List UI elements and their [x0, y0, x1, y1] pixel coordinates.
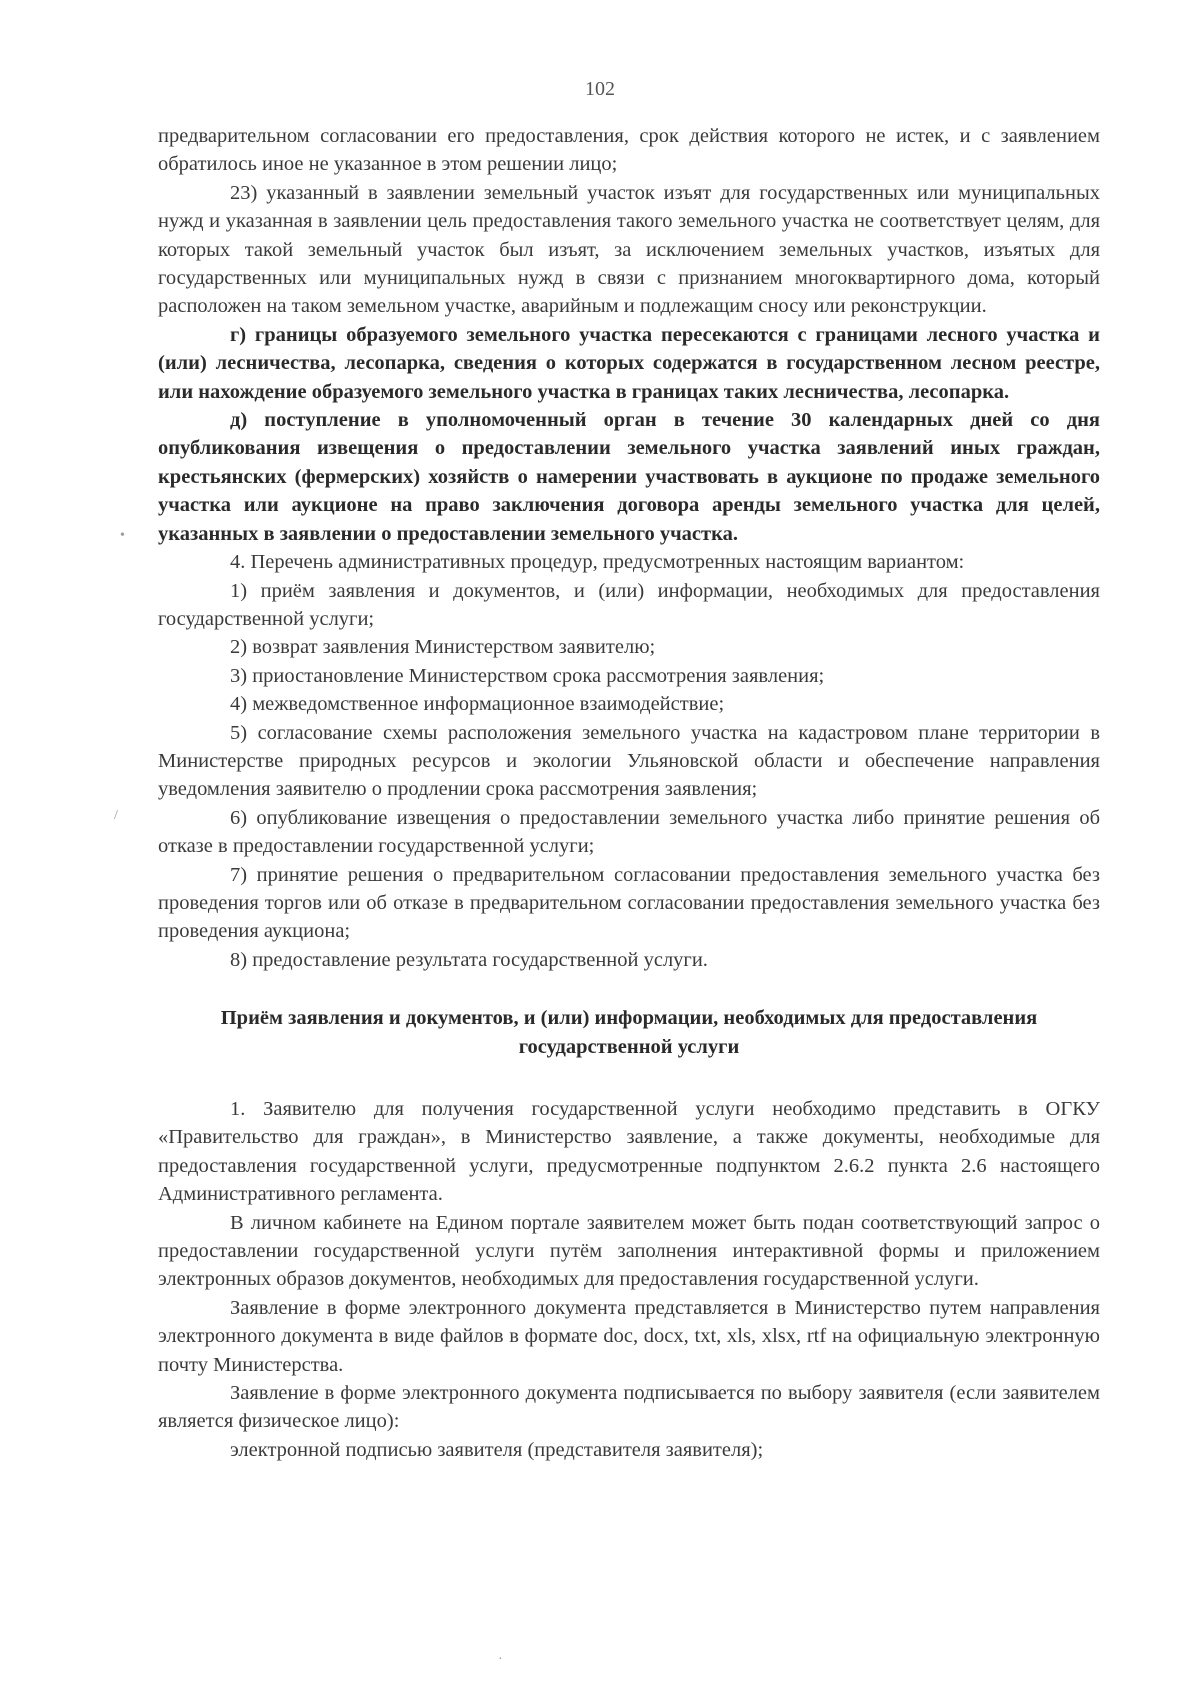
paragraph: 1. Заявителю для получения государственной услуги необходимо представить в ОГКУ «Правительство для граждан», в Министерство заявление, а также документы, необходимые для предоставления государственной услуги, предусмотренные подпунктом 2.6.2 пункта 2.6 настоящего Административного регламента. [158, 1098, 1100, 1206]
list-item: 7) принятие решения о предварительном согласовании предоставления земельного участка без проведения торгов или об отказе в предварительном согласовании предоставления земельного участка без проведения аукциона; [158, 863, 1100, 943]
list-item: 6) опубликование извещения о предоставлении земельного участка либо принятие решения об отказе в предоставлении государственной услуги; [158, 806, 1100, 858]
paragraph: В личном кабинете на Едином портале заявителем может быть подан соответствующий запрос о предоставлении государственной услуги путём заполнения интерактивной формы и приложением электронных образов документов, необходимых для предоставления государственной услуги. [158, 1211, 1100, 1291]
list-item: 3) приостановление Министерством срока рассмотрения заявления; [230, 664, 825, 687]
paragraph: электронной подписью заявителя (представителя заявителя); [230, 1438, 764, 1461]
bold-paragraph: г) границы образуемого земельного участка пересекаются с границами лесного участка и (или) лесничества, лесопарка, сведения о которых содержатся в государственном лесном реестре, или нахождение образуемого земельного участка в границах таких лесничества, лесопарка. [158, 323, 1100, 403]
paragraph: Заявление в форме электронного документа подписывается по выбору заявителя (если заявителем является физическое лицо): [158, 1382, 1100, 1433]
margin-dot-mark: • [120, 528, 125, 543]
list-item: 5) согласование схемы расположения земельного участка на кадастровом плане территории в Министерстве природных ресурсов и экологии Ульяновской области и обеспечение направления уведомления заявителю о продлении срока рассмотрения заявления; [158, 721, 1100, 801]
paragraph: 4. Перечень административных процедур, предусмотренных настоящим вариантом: [230, 551, 965, 574]
list-item: 1) приём заявления и документов, и (или) информации, необходимых для предоставления государственной услуги; [158, 579, 1100, 630]
bottom-dot-mark: · [498, 1652, 503, 1667]
list-item: 4) межведомственное информационное взаимодействие; [230, 693, 725, 716]
margin-tick-mark: / [114, 808, 118, 823]
paragraph: предварительном согласовании его предоставления, срок действия которого не истек, и с заявлением обратилось иное не указанное в этом решении лицо; [158, 125, 1100, 176]
paragraph: 23) указанный в заявлении земельный участок изъят для государственных или муниципальных нужд и указанная в заявлении цель предоставления такого земельного участка не соответствует целям, для которых такой земельный участок был изъят, за исключением земельных участков, изъятых для государственных или муниципальных нужд в связи с признанием многоквартирного дома, который расположен на таком земельном участке, аварийным и подлежащим сносу или реконструкции. [158, 181, 1100, 318]
page-number: 102 [585, 78, 615, 100]
bold-paragraph: д) поступление в уполномоченный орган в течение 30 календарных дней со дня опубликования извещения о предоставлении земельного участка заявлений иных граждан, крестьянских (фермерских) хозяйств о намерении участвовать в аукционе по продаже земельного участка или аукционе на право заключения договора аренды земельного участка для целей, указанных в заявлении о предоставлении земельного участка. [158, 409, 1100, 545]
list-item: 2) возврат заявления Министерством заявителю; [230, 636, 656, 659]
paragraph: Заявление в форме электронного документа представляется в Министерство путем направления электронного документа в виде файлов в формате doc, docx, txt, xls, xlsx, rtf на официальную электронную почту Министерства. [158, 1296, 1100, 1376]
section-heading: Приём заявления и документов, и (или) информации, необходимых для предоставления государственной услуги [220, 1007, 1038, 1058]
document-body [158, 122, 1100, 1464]
list-item: 8) предоставление результата государственной услуги. [230, 948, 708, 971]
